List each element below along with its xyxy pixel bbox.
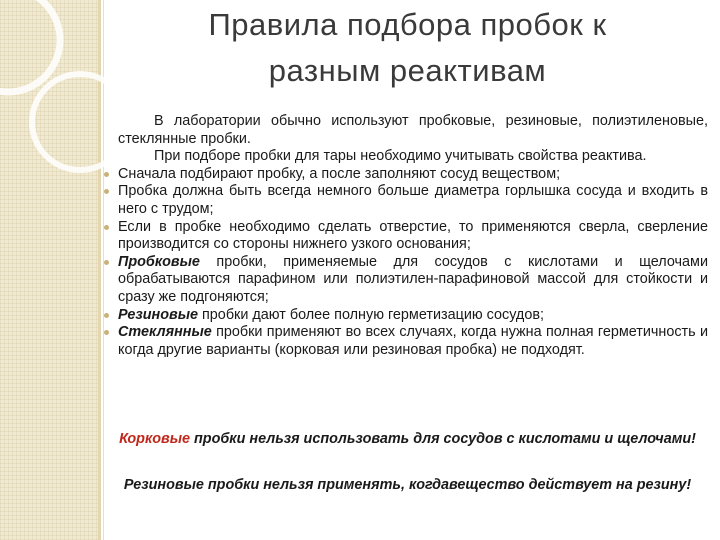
title-line-2: разным реактивам	[268, 53, 547, 88]
list-item	[118, 219, 708, 254]
list-item	[118, 307, 708, 325]
intro-paragraph-1: В лаборатории обычно используют пробковые, резиновые, полиэтиленовые, стеклянные пробки.	[118, 113, 708, 147]
list-item-text: Сначала подбирают пробку, а после заполняют сосуд веществом;	[118, 165, 561, 182]
bullet-icon	[104, 189, 109, 194]
title-line-1: Правила подбора пробок к	[208, 7, 607, 42]
list-item	[118, 324, 708, 359]
list-item	[118, 183, 708, 218]
page-title	[110, 2, 705, 94]
list-item-text: Пробка должна быть всегда немного больше диаметра горлышка сосуда и входить в него с трудом;	[118, 183, 708, 217]
warning-cork	[105, 431, 710, 447]
list-item-term: Резиновые	[118, 306, 199, 323]
warning-cork-term: Корковые	[119, 431, 191, 447]
list-item	[118, 166, 708, 184]
bullet-icon	[104, 172, 109, 177]
list-item-text: пробки, применяемые для сосудов с кислотами и щелочами обрабатываются парафином или полиэтилен-парафиновой массой для стойкости и сразу же подгоняются;	[118, 253, 708, 305]
list-item-text: пробки применяют во всех случаях, когда нужна полная герметичность и когда другие варианты (корковая или резиновая пробка) не подходят.	[118, 324, 708, 358]
bullet-icon	[104, 330, 109, 335]
list-item-term: Пробковые	[118, 253, 200, 270]
rules-list	[118, 166, 708, 360]
list-item-term: Стеклянные	[118, 324, 212, 341]
warning-cork-text: пробки нельзя использовать для сосудов с кислотами и щелочами!	[190, 431, 696, 447]
main-content	[118, 113, 708, 359]
bullet-icon	[104, 260, 109, 265]
list-item-text: пробки дают более полную герметизацию сосудов;	[198, 306, 544, 323]
bullet-icon	[104, 225, 109, 230]
bullet-icon	[104, 313, 109, 318]
list-item	[118, 254, 708, 307]
list-item-text: Если в пробке необходимо сделать отверстие, то применяются сверла, сверление производится со стороны нижнего узкого основания;	[118, 218, 708, 253]
intro-paragraph-2: При подборе пробки для тары необходимо учитывать свойства реактива.	[154, 148, 647, 165]
warning-rubber: Резиновые пробки нельзя применять, когдавещество действует на резину!	[123, 477, 692, 493]
